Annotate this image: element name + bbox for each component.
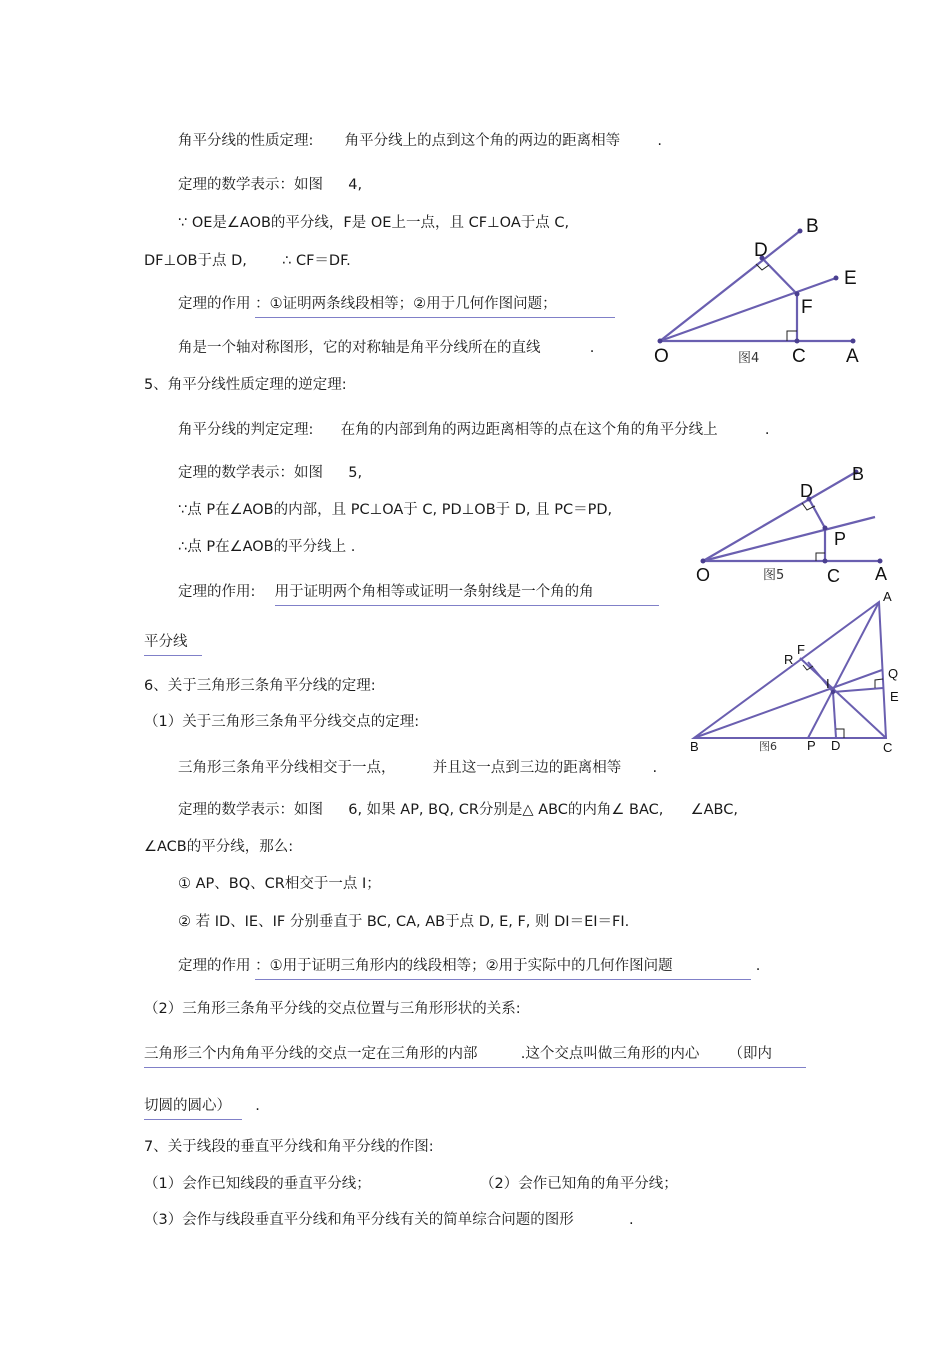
label-O: O [696,565,711,585]
section-6-heading: 6、关于三角形三条角平分线的定理: [144,678,376,694]
triangle-ABC [694,602,886,738]
label-F: F [797,642,805,657]
property-theorem-text: 角平分线上的点到这个角的两边的距离相等 [344,133,621,149]
use-label: 定理的作用: [178,584,256,600]
period: . [657,133,662,149]
theorem-use-line-5 [178,582,659,606]
axis-text: 角是一个轴对称图形，它的对称轴是角平分线所在的直线 [178,340,541,356]
label-O: O [654,346,669,367]
ray-OB [660,231,800,341]
label-D: D [831,738,841,753]
label-A: A [875,564,888,584]
math-intro-text: 定理的数学表示：如图 [178,177,323,193]
period: . [589,340,595,356]
math-intro-text: 定理的数学表示：如图 [178,465,323,481]
sub2-text-1c: （即内 [728,1046,773,1062]
sub2-period: . [255,1098,260,1114]
math-intro-c: ∠ABC, [690,802,738,818]
figure-5-caption: 图5 [763,568,785,583]
judge-theorem-line [178,420,769,440]
figure-5 [690,460,890,585]
sub-heading-1: （1）关于三角形三条角平分线交点的定理: [144,714,420,730]
use-text-2: 平分线 [144,632,202,656]
figure-6-caption: 图6 [759,740,777,753]
sub2-text-1b: .这个交点叫做三角形的内心 [520,1046,700,1062]
right-angle-D [802,503,815,510]
label-F: F [801,297,813,318]
judge-label: 角平分线的判定定理: [178,422,314,438]
label-P: P [834,529,847,549]
ray-bisector [703,517,875,561]
segment-FD [762,258,797,294]
item-1: （1）会作已知线段的垂直平分线； [144,1176,371,1192]
given-line-5: ∵点 P在∠AOB的内部，且 PC⊥OA于 C, PD⊥OB于 D, 且 PC＝PD, [178,502,613,518]
math-intro-4 [178,175,362,195]
label-E: E [844,268,857,289]
figure-6 [686,588,906,758]
label-C: C [827,566,840,586]
sub1-text-b: 并且这一点到三边的距离相等 [432,760,622,776]
period: . [652,760,658,776]
math-intro-6-line2: ∠ACB的平分线，那么: [144,839,294,855]
figure-ref: 4, [348,177,363,193]
segment-ID [833,692,836,738]
conclusion-line-5: ∴点 P在∠AOB的平分线上 . [178,539,356,555]
label-Q: Q [888,666,899,681]
label-R: R [784,652,794,667]
sub-heading-2: （2）三角形三条角平分线的交点位置与三角形形状的关系: [144,1001,521,1017]
label-C: C [792,346,806,367]
math-intro-5 [178,463,362,483]
sub2-text-line-1 [144,1044,806,1068]
use-label: 定理的作用 [178,296,251,312]
section-7-item-3-line [144,1210,634,1230]
sub2-text-line-2 [144,1096,260,1120]
math-intro-text: 定理的数学表示：如图 [178,802,323,818]
use-label: 定理的作用 [178,958,251,974]
section-7-heading: 7、关于线段的垂直平分线和角平分线的作图: [144,1139,434,1155]
item-2: ② 若 ID、IE、IF 分别垂直于 BC, CA, AB于点 D, E, F, 则 DI＝EI＝FI. [178,914,630,930]
item-1: ① AP、BQ、CR相交于一点 I； [178,876,381,892]
given-2-text: DF⊥OB于点 D, [144,253,247,269]
section-7-items-line [144,1174,371,1194]
segment-PD [809,499,825,528]
use-text-1: 用于证明两个角相等或证明一条射线是一个角的角 [275,582,659,606]
use-text-2-line [144,632,202,656]
theorem-use-line [178,294,615,318]
sub1-text: 三角形三条角平分线相交于一点， [178,760,396,776]
period: . [764,422,770,438]
bisector-AP [808,602,879,738]
segment-IE [833,688,883,692]
label-C: C [883,740,893,755]
figure-4-caption: 图4 [738,351,760,366]
axis-symmetry-line [178,338,594,358]
math-intro-b: 6, 如果 AP, BQ, CR分别是△ ABC的内角∠ BAC, [348,802,664,818]
label-I: I [826,676,830,691]
judge-text: 在角的内部到角的两边距离相等的点在这个角的角平分线上 [340,422,718,438]
label-A: A [846,346,859,367]
right-angle-E [875,679,883,688]
period: . [628,1212,634,1228]
label-D: D [800,481,813,501]
label-B: B [852,464,865,484]
sub2-text-2: 切圆的圆心） [144,1096,242,1120]
property-theorem-label: 角平分线的性质定理: [178,133,314,149]
math-intro-6 [178,800,738,820]
label-A: A [883,589,892,604]
bisector-BQ [694,670,882,738]
conclusion-text: ∴ CF＝DF. [282,253,351,269]
use-period: . [755,958,761,974]
label-B: B [806,216,819,237]
label-P: P [807,738,816,753]
item-3: （3）会作与线段垂直平分线和角平分线有关的简单综合问题的图形 [144,1212,574,1228]
property-theorem-line [178,131,662,151]
sub2-text-1: 三角形三个内角角平分线的交点一定在三角形的内部 [144,1046,478,1062]
sub2-text-1-underlined [144,1044,806,1068]
figure-4 [640,210,870,370]
theorem-use-line-6 [178,956,760,980]
given-line-1: ∵ OE是∠AOB的平分线，F是 OE上一点，且 CF⊥OA于点 C, [178,215,570,231]
label-B: B [690,739,699,754]
label-D: D [754,240,768,261]
sub1-text-line [178,758,657,778]
use-text: ：①用于证明三角形内的线段相等；②用于实际中的几何作图问题 [255,956,751,980]
given-line-2 [144,251,351,271]
label-E: E [890,689,899,704]
right-angle-D [836,729,844,738]
section-7-item-2: （2）会作已知角的角平分线； [480,1176,678,1192]
use-text: ：①证明两条线段相等；②用于几何作图问题； [255,294,615,318]
figure-ref: 5, [348,465,363,481]
section-5-heading: 5、角平分线性质定理的逆定理: [144,377,347,393]
